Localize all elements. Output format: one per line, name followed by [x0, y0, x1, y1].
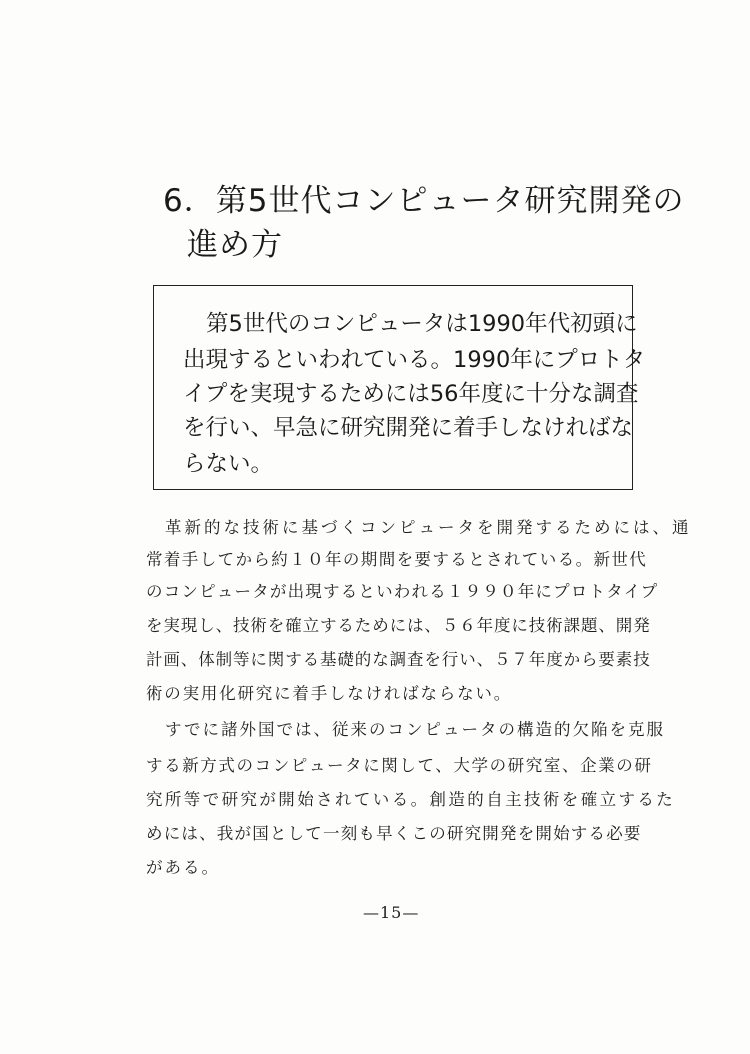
body-line-6: 術の実用化研究に着手しなければならない。: [146, 684, 512, 703]
section-heading-line-2: 進め方: [187, 227, 283, 263]
body-line-9: 究所等で研究が開始されている。創造的自主技術を確立するた: [146, 790, 676, 809]
section-heading-line-1: 6．第5世代コンピュータ研究開発の: [163, 183, 685, 219]
summary-line-4: を行い、早急に研究開発に着手しなければな: [183, 415, 634, 441]
body-line-11: がある。: [146, 858, 220, 877]
summary-line-2: 出現するといわれている。1990年にプロトタ: [183, 347, 646, 373]
body-line-10: めには、我が国として一刻も早くこの研究開発を開始する必要: [146, 824, 642, 843]
body-line-1: 革新的な技術に基づくコンピュータを開発するためには、通: [165, 518, 692, 537]
body-line-8: する新方式のコンピュータに関して、大学の研究室、企業の研: [146, 756, 653, 775]
summary-line-1: 第5世代のコンピュータは1990年代初頭に: [206, 311, 638, 337]
body-line-7: すでに諸外国では、従来のコンピュータの構造的欠陥を克服: [165, 720, 665, 739]
body-line-5: 計画、体制等に関する基礎的な調査を行い、５７年度から要素技: [146, 650, 651, 669]
summary-line-3: イプを実現するためには56年度に十分な調査: [183, 381, 639, 407]
body-line-4: を実現し、技術を確立するためには、５６年度に技術課題、開発: [146, 616, 651, 635]
body-line-2: 常着手してから約１０年の期間を要するとされている。新世代: [146, 550, 648, 569]
page-number: —15—: [363, 903, 420, 922]
summary-line-5: らない。: [183, 451, 274, 477]
body-line-3: のコンピュータが出現するといわれる１９９０年にプロトタイプ: [146, 582, 659, 601]
